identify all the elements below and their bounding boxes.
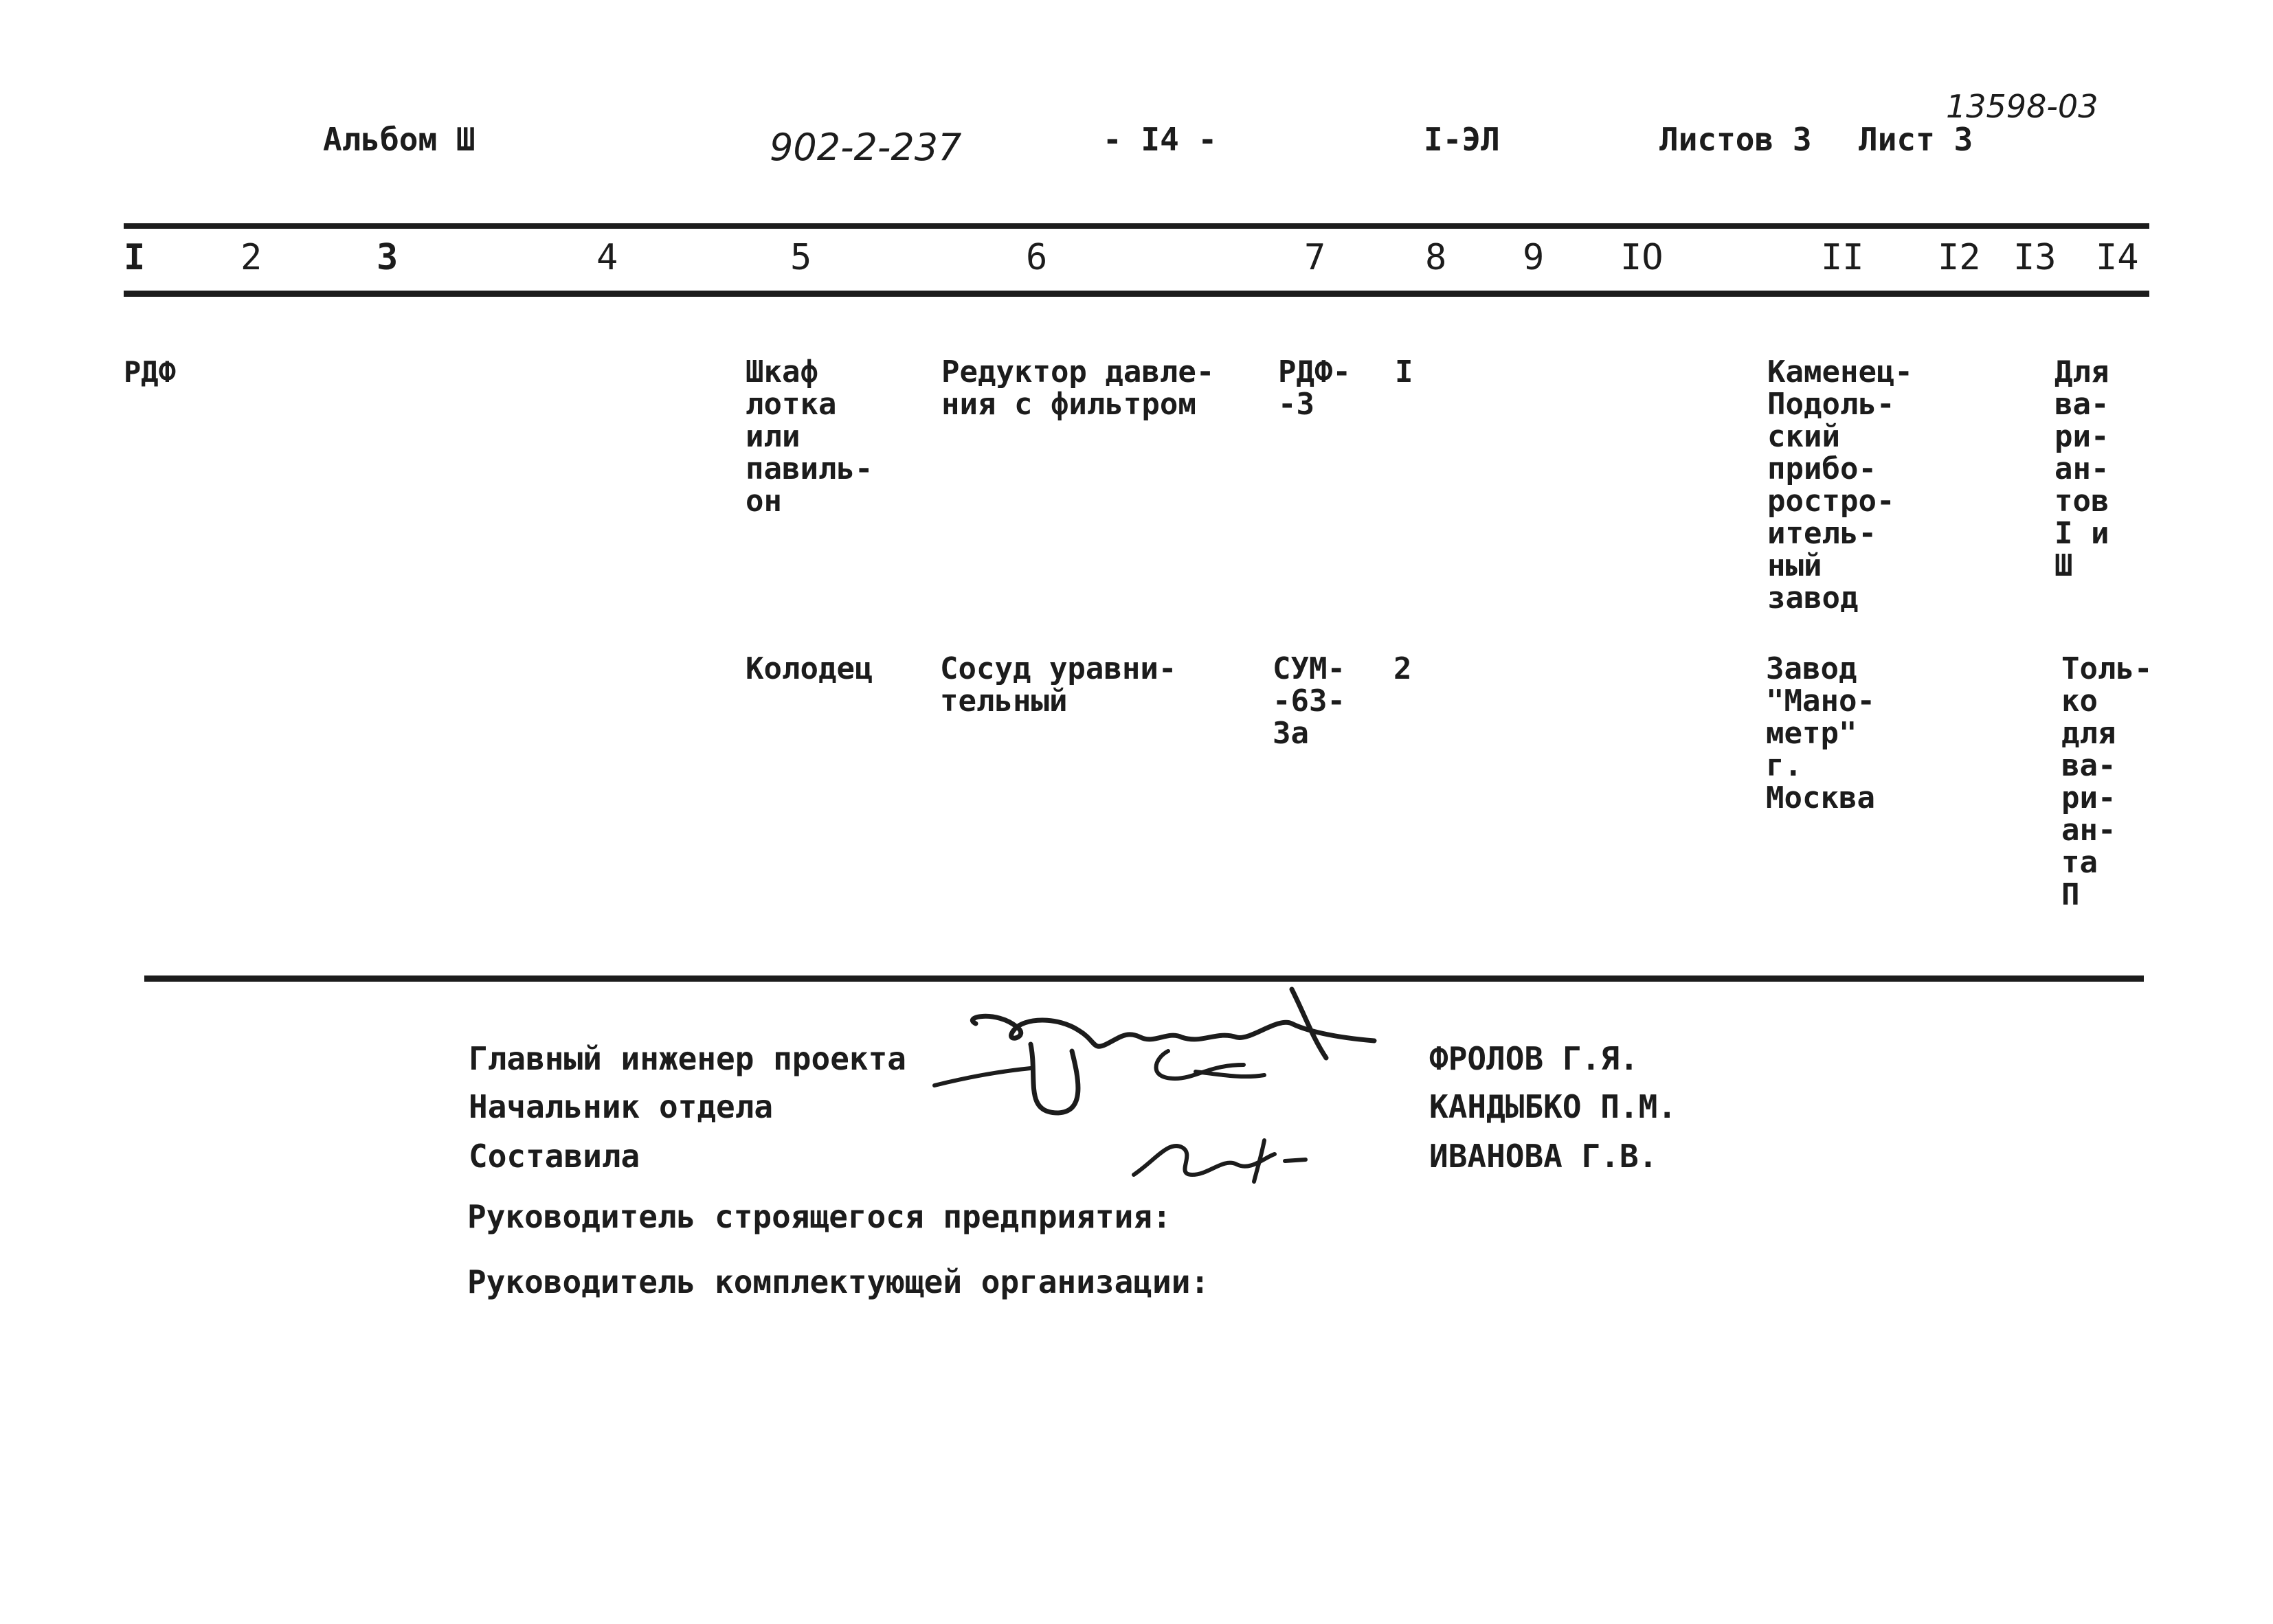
- signature-mark-chief: [921, 975, 1388, 1134]
- note-cell: [2054, 356, 2109, 582]
- column-number: I3: [2013, 237, 2057, 278]
- cell-line: итель-: [1767, 516, 1877, 551]
- cell-line: Для: [2054, 354, 2109, 390]
- cell-line: I и: [2054, 516, 2109, 551]
- name-chief-engineer: ФРОЛОВ Г.Я.: [1429, 1040, 1639, 1077]
- name-compiler: ИВАНОВА Г.В.: [1429, 1138, 1658, 1175]
- cell-line: Редуктор давле-: [941, 354, 1215, 390]
- column-number: IO: [1620, 237, 1664, 278]
- column-number: 4: [596, 237, 618, 278]
- sheet-number: Лист 3: [1859, 121, 1973, 158]
- section-code: I-ЭЛ: [1424, 121, 1500, 158]
- column-number: 6: [1026, 237, 1048, 278]
- role-compiler: Составила: [469, 1138, 640, 1175]
- column-number: I2: [1938, 237, 1981, 278]
- page-number: - I4 -: [1103, 121, 1218, 158]
- column-number: I: [124, 237, 146, 278]
- column-number: 8: [1425, 237, 1447, 278]
- cell-line: метр": [1766, 716, 1857, 751]
- type-cell: [1273, 653, 1345, 749]
- role-chief-engineer: Главный инженер проекта: [469, 1040, 906, 1077]
- location-cell: [746, 653, 873, 685]
- name-cell: [940, 653, 1176, 717]
- cell-line: ный: [1767, 548, 1822, 583]
- cell-line: Шкаф: [746, 354, 818, 390]
- group-code: РДФ: [124, 355, 176, 389]
- cell-line: та: [2061, 845, 2098, 880]
- name-cell: [941, 356, 1214, 420]
- location-cell: [746, 356, 873, 517]
- column-number: II: [1821, 237, 1864, 278]
- quantity-cell: 2: [1393, 651, 1412, 686]
- cell-line: ростро-: [1767, 484, 1895, 519]
- cell-line: тов: [2054, 484, 2109, 519]
- column-number: 3: [377, 237, 399, 278]
- table-top-rule: [124, 223, 2149, 229]
- table-header-rule: [124, 291, 2149, 297]
- cell-line: Завод: [1766, 651, 1857, 686]
- album-label: Альбом Ш: [323, 121, 475, 158]
- manufacturer-cell: [1766, 653, 1875, 814]
- name-department-head: КАНДЫБКО П.М.: [1429, 1088, 1677, 1125]
- cell-line: ния с фильтром: [941, 387, 1196, 422]
- doc-code: 902-2-237: [770, 126, 962, 169]
- cell-line: Подоль-: [1767, 387, 1895, 422]
- column-number: 7: [1304, 237, 1326, 278]
- cell-line: лотка: [746, 387, 837, 422]
- cell-line: прибо-: [1767, 451, 1877, 486]
- cell-line: павиль-: [746, 451, 873, 486]
- column-number: I4: [2096, 237, 2139, 278]
- cell-line: или: [746, 419, 800, 454]
- cell-line: Москва: [1766, 780, 1875, 815]
- cell-line: СУМ-: [1273, 651, 1345, 686]
- cell-line: ри-: [2061, 780, 2116, 815]
- cell-line: завод: [1767, 580, 1859, 616]
- column-number: 5: [790, 237, 812, 278]
- cell-line: ский: [1767, 419, 1840, 454]
- cell-line: 3а: [1273, 716, 1309, 751]
- quantity-cell: I: [1395, 354, 1413, 390]
- column-number: 9: [1523, 237, 1545, 278]
- note-cell: [2061, 653, 2152, 911]
- cell-line: он: [746, 484, 782, 519]
- cell-line: ан-: [2061, 813, 2116, 848]
- archive-number: 13598-03: [1946, 88, 2098, 125]
- cell-line: ан-: [2054, 451, 2109, 486]
- cell-line: ва-: [2061, 748, 2116, 783]
- cell-line: РДФ-: [1278, 354, 1351, 390]
- cell-line: Сосуд уравни-: [940, 651, 1177, 686]
- cell-line: -63-: [1273, 684, 1345, 719]
- cell-line: ри-: [2054, 419, 2109, 454]
- role-department-head: Начальник отдела: [469, 1088, 774, 1125]
- cell-line: П: [2061, 877, 2080, 912]
- cell-line: Толь-: [2061, 651, 2153, 686]
- head-building-enterprise: Руководитель строящегося предприятия:: [467, 1198, 1172, 1235]
- signature-mark-compiler: [1127, 1127, 1333, 1188]
- sheets-total: Листов 3: [1659, 121, 1812, 158]
- cell-line: ва-: [2054, 387, 2109, 422]
- cell-line: г.: [1766, 748, 1802, 783]
- cell-line: "Мано-: [1766, 684, 1875, 719]
- cell-line: тельный: [940, 684, 1068, 719]
- cell-line: Ш: [2054, 548, 2073, 583]
- column-number: 2: [240, 237, 262, 278]
- cell-line: для: [2061, 716, 2116, 751]
- type-cell: [1278, 356, 1351, 420]
- cell-line: -3: [1278, 387, 1314, 422]
- manufacturer-cell: [1767, 356, 1913, 614]
- cell-line: Каменец-: [1767, 354, 1913, 390]
- cell-line: ко: [2061, 684, 2098, 719]
- cell-line: Колодец: [746, 651, 873, 686]
- head-supply-organization: Руководитель комплектующей организации:: [467, 1263, 1210, 1300]
